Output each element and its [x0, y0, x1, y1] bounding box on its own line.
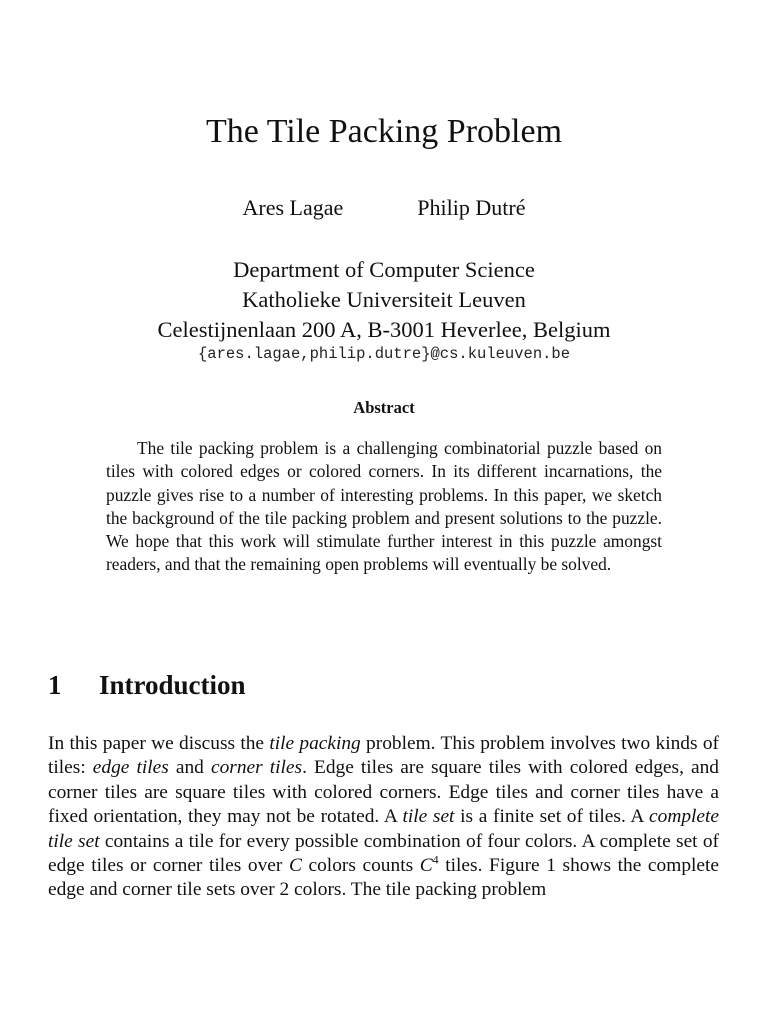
- emphasized-term: complete tile set: [48, 806, 720, 852]
- section-heading: [48, 668, 246, 702]
- affiliation-line: Department of Computer Science: [233, 257, 535, 282]
- abstract-text: The tile packing problem is a challenging combinatorial puzzle based on tiles with colored edges or colored corners. In its different incarnations, the puzzle gives rise to a number of interesting problems. In this paper, we sketch the background of the tile packing problem and present solutions to the puzzle. We hope that this work will stimulate further interest in this puzzle amongst readers, and that the remaining open problems will eventually be solved.: [106, 438, 662, 575]
- emphasized-term: edge tiles: [92, 757, 169, 779]
- body-text: tiles. Figure 1 shows the complete edge and corner tile sets over 2 colors. The tile packing problem: [48, 855, 720, 901]
- affiliation: [0, 255, 768, 345]
- affiliation-line: Celestijnenlaan 200 A, B-3001 Heverlee, Belgium: [157, 317, 611, 342]
- body-text: and: [168, 757, 211, 779]
- author-list: [0, 194, 768, 222]
- body-text: In this paper we discuss the: [48, 733, 270, 754]
- author-email: {ares.lagae,philip.dutre}@cs.kuleuven.be: [197, 345, 571, 363]
- body-text: contains a tile for every possible combination of four colors. A complete set of edge tiles or corner tiles over: [48, 830, 720, 877]
- body-text: problem. This problem involves two kinds of tiles:: [48, 733, 719, 779]
- body-text: colors counts: [301, 855, 420, 877]
- math-variable: C: [419, 855, 433, 877]
- emphasized-term: tile set: [402, 806, 455, 828]
- section-number: 1: [48, 670, 62, 700]
- author-name: Philip Dutré: [417, 195, 526, 220]
- intro-paragraph: [48, 732, 719, 903]
- emphasized-term: corner tiles: [210, 757, 303, 779]
- math-variable: C: [288, 855, 302, 877]
- body-text: is a finite set of tiles. A: [454, 806, 650, 828]
- math-exponent: 4: [432, 852, 439, 867]
- abstract-heading: Abstract: [353, 398, 415, 417]
- affiliation-line: Katholieke Universiteit Leuven: [242, 287, 526, 312]
- author-name: Ares Lagae: [242, 195, 344, 220]
- body-text: . Edge tiles are square tiles with colored edges, and corner tiles are square tiles with colored corners. Edge tiles and corner tiles have a fixed orientation, they may not be rotated. A: [48, 757, 719, 828]
- emphasized-term: tile packing: [269, 733, 361, 754]
- paper-title: The Tile Packing Problem: [205, 113, 563, 150]
- section-title: Introduction: [99, 670, 246, 700]
